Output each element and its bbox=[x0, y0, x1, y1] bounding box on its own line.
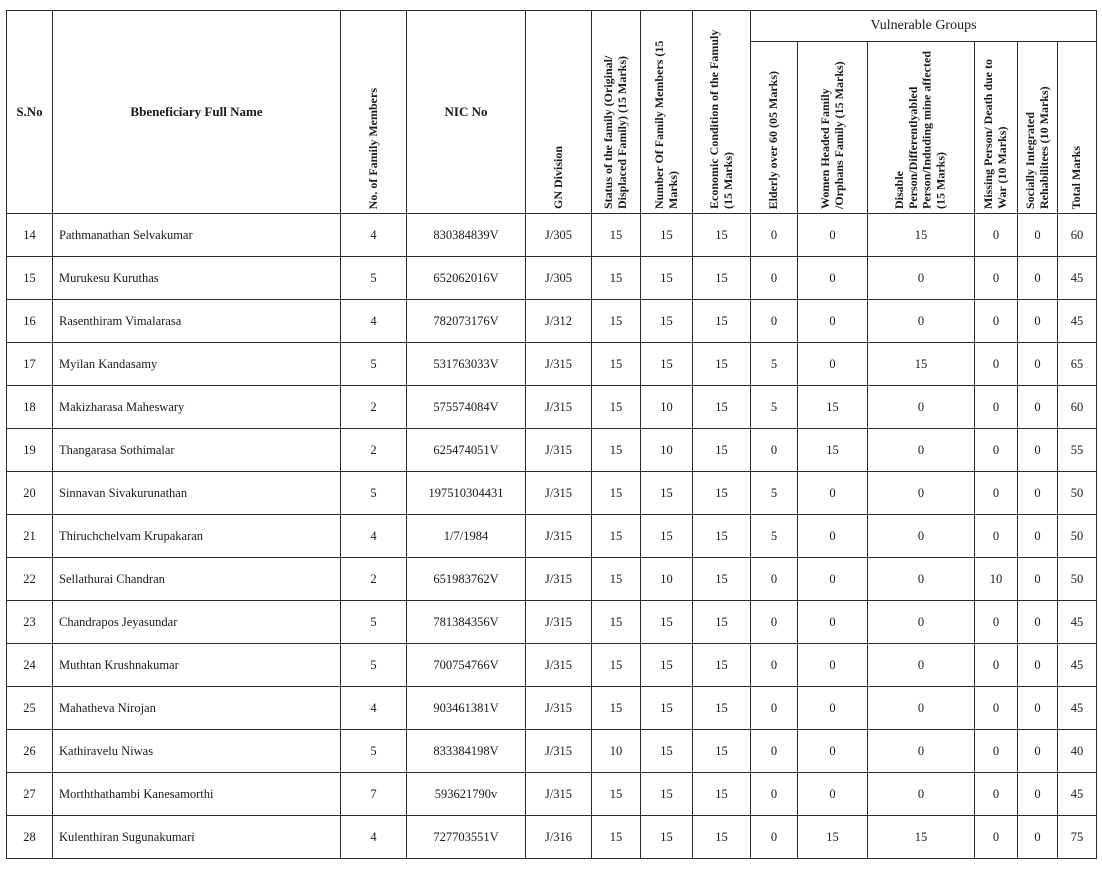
disable-cell: 0 bbox=[868, 644, 975, 687]
num-members-cell: 10 bbox=[641, 429, 693, 472]
economic-cell: 15 bbox=[693, 773, 751, 816]
table-row bbox=[7, 343, 1097, 386]
gn-division-cell: J/315 bbox=[526, 515, 592, 558]
num-members-cell: 15 bbox=[641, 601, 693, 644]
women-headed-cell: 15 bbox=[798, 429, 868, 472]
gn-division-cell: J/315 bbox=[526, 386, 592, 429]
elderly-cell: 5 bbox=[751, 472, 798, 515]
nic-cell: 531763033V bbox=[407, 343, 526, 386]
women-headed-cell: 0 bbox=[798, 773, 868, 816]
missing-person-cell: 0 bbox=[975, 300, 1018, 343]
gn-division-cell: J/315 bbox=[526, 644, 592, 687]
missing-person-cell: 0 bbox=[975, 644, 1018, 687]
status-cell: 15 bbox=[592, 644, 641, 687]
members-header: No. of Family Members bbox=[341, 11, 407, 214]
socially-integrated-cell: 0 bbox=[1018, 257, 1058, 300]
status-cell: 15 bbox=[592, 515, 641, 558]
elderly-cell: 0 bbox=[751, 558, 798, 601]
table-row bbox=[7, 515, 1097, 558]
table-row bbox=[7, 773, 1097, 816]
disable-cell: 0 bbox=[868, 773, 975, 816]
total-marks-header: Total Marks bbox=[1058, 42, 1097, 214]
gn-division-cell: J/305 bbox=[526, 214, 592, 257]
disable-cell: 0 bbox=[868, 558, 975, 601]
socially-integrated-cell: 0 bbox=[1018, 386, 1058, 429]
elderly-cell: 0 bbox=[751, 300, 798, 343]
socially-integrated-cell: 0 bbox=[1018, 472, 1058, 515]
sno-cell: 26 bbox=[7, 730, 53, 773]
name-cell: Pathmanathan Selvakumar bbox=[53, 214, 341, 257]
name-cell: Rasenthiram Vimalarasa bbox=[53, 300, 341, 343]
gn-division-cell: J/312 bbox=[526, 300, 592, 343]
sno-cell: 15 bbox=[7, 257, 53, 300]
elderly-cell: 0 bbox=[751, 257, 798, 300]
socially-integrated-cell: 0 bbox=[1018, 214, 1058, 257]
elderly-cell: 0 bbox=[751, 687, 798, 730]
sno-cell: 23 bbox=[7, 601, 53, 644]
total-marks-cell: 40 bbox=[1058, 730, 1097, 773]
members-cell: 5 bbox=[341, 644, 407, 687]
gn-division-cell: J/315 bbox=[526, 472, 592, 515]
gn-division-cell: J/315 bbox=[526, 558, 592, 601]
economic-cell: 15 bbox=[693, 644, 751, 687]
economic-cell: 15 bbox=[693, 386, 751, 429]
women-headed-cell: 0 bbox=[798, 558, 868, 601]
status-cell: 15 bbox=[592, 343, 641, 386]
total-marks-cell: 50 bbox=[1058, 472, 1097, 515]
beneficiary-table bbox=[6, 10, 1097, 859]
table-row bbox=[7, 730, 1097, 773]
nic-cell: 833384198V bbox=[407, 730, 526, 773]
nic-cell: 700754766V bbox=[407, 644, 526, 687]
socially-integrated-cell: 0 bbox=[1018, 601, 1058, 644]
table-row bbox=[7, 386, 1097, 429]
gn-division-cell: J/316 bbox=[526, 816, 592, 859]
sno-cell: 24 bbox=[7, 644, 53, 687]
gn-division-cell: J/315 bbox=[526, 773, 592, 816]
missing-person-cell: 0 bbox=[975, 386, 1018, 429]
status-header: Status of the family (Original/ Displaced Family) (15 Marks) bbox=[592, 11, 641, 214]
name-cell: Muthtan Krushnakumar bbox=[53, 644, 341, 687]
status-cell: 15 bbox=[592, 687, 641, 730]
status-cell: 10 bbox=[592, 730, 641, 773]
name-cell: Chandrapos Jeyasundar bbox=[53, 601, 341, 644]
socially-integrated-cell: 0 bbox=[1018, 816, 1058, 859]
nic-cell: 1/7/1984 bbox=[407, 515, 526, 558]
elderly-cell: 5 bbox=[751, 343, 798, 386]
num-members-cell: 15 bbox=[641, 687, 693, 730]
num-members-header: Number Of Family Members (15 Marks) bbox=[641, 11, 693, 214]
name-cell: Sinnavan Sivakurunathan bbox=[53, 472, 341, 515]
women-headed-cell: 0 bbox=[798, 472, 868, 515]
socially-integrated-cell: 0 bbox=[1018, 687, 1058, 730]
members-cell: 4 bbox=[341, 687, 407, 730]
nic-cell: 593621790v bbox=[407, 773, 526, 816]
members-cell: 2 bbox=[341, 429, 407, 472]
gn-division-cell: J/315 bbox=[526, 343, 592, 386]
economic-cell: 15 bbox=[693, 214, 751, 257]
num-members-cell: 15 bbox=[641, 214, 693, 257]
elderly-header: Elderly over 60 (05 Marks) bbox=[751, 42, 798, 214]
missing-person-cell: 0 bbox=[975, 343, 1018, 386]
missing-person-header: Missing Person/ Death due to War (10 Marks) bbox=[975, 42, 1018, 214]
women-headed-cell: 0 bbox=[798, 214, 868, 257]
elderly-cell: 0 bbox=[751, 429, 798, 472]
status-cell: 15 bbox=[592, 386, 641, 429]
total-marks-cell: 45 bbox=[1058, 601, 1097, 644]
nic-header: NIC No bbox=[407, 11, 526, 214]
missing-person-cell: 0 bbox=[975, 730, 1018, 773]
economic-cell: 15 bbox=[693, 515, 751, 558]
elderly-cell: 0 bbox=[751, 730, 798, 773]
nic-cell: 197510304431 bbox=[407, 472, 526, 515]
women-headed-cell: 0 bbox=[798, 730, 868, 773]
status-cell: 15 bbox=[592, 472, 641, 515]
gn-division-cell: J/305 bbox=[526, 257, 592, 300]
table-body bbox=[7, 214, 1097, 859]
status-cell: 15 bbox=[592, 257, 641, 300]
disable-cell: 15 bbox=[868, 816, 975, 859]
num-members-cell: 10 bbox=[641, 558, 693, 601]
total-marks-cell: 75 bbox=[1058, 816, 1097, 859]
disable-cell: 15 bbox=[868, 214, 975, 257]
table-row bbox=[7, 601, 1097, 644]
table-row bbox=[7, 214, 1097, 257]
name-cell: Sellathurai Chandran bbox=[53, 558, 341, 601]
disable-cell: 0 bbox=[868, 601, 975, 644]
name-cell: Myilan Kandasamy bbox=[53, 343, 341, 386]
economic-cell: 15 bbox=[693, 257, 751, 300]
table-row bbox=[7, 472, 1097, 515]
missing-person-cell: 0 bbox=[975, 214, 1018, 257]
women-headed-cell: 0 bbox=[798, 343, 868, 386]
name-cell: Mahatheva Nirojan bbox=[53, 687, 341, 730]
members-cell: 4 bbox=[341, 515, 407, 558]
socially-integrated-cell: 0 bbox=[1018, 644, 1058, 687]
num-members-cell: 15 bbox=[641, 257, 693, 300]
nic-cell: 625474051V bbox=[407, 429, 526, 472]
disable-cell: 0 bbox=[868, 472, 975, 515]
members-cell: 5 bbox=[341, 472, 407, 515]
beneficiary-marks-sheet bbox=[6, 10, 1096, 859]
elderly-cell: 0 bbox=[751, 773, 798, 816]
sno-cell: 20 bbox=[7, 472, 53, 515]
sno-cell: 17 bbox=[7, 343, 53, 386]
sno-cell: 22 bbox=[7, 558, 53, 601]
economic-cell: 15 bbox=[693, 730, 751, 773]
economic-cell: 15 bbox=[693, 601, 751, 644]
disable-cell: 0 bbox=[868, 429, 975, 472]
socially-integrated-cell: 0 bbox=[1018, 515, 1058, 558]
num-members-cell: 15 bbox=[641, 300, 693, 343]
missing-person-cell: 0 bbox=[975, 601, 1018, 644]
economic-cell: 15 bbox=[693, 472, 751, 515]
missing-person-cell: 0 bbox=[975, 687, 1018, 730]
status-cell: 15 bbox=[592, 558, 641, 601]
economic-cell: 15 bbox=[693, 687, 751, 730]
members-cell: 5 bbox=[341, 343, 407, 386]
nic-cell: 727703551V bbox=[407, 816, 526, 859]
members-cell: 5 bbox=[341, 257, 407, 300]
women-headed-cell: 0 bbox=[798, 601, 868, 644]
num-members-cell: 15 bbox=[641, 343, 693, 386]
elderly-cell: 0 bbox=[751, 601, 798, 644]
socially-integrated-cell: 0 bbox=[1018, 773, 1058, 816]
status-cell: 15 bbox=[592, 773, 641, 816]
table-row bbox=[7, 429, 1097, 472]
num-members-cell: 15 bbox=[641, 773, 693, 816]
missing-person-cell: 0 bbox=[975, 515, 1018, 558]
socially-integrated-cell: 0 bbox=[1018, 343, 1058, 386]
num-members-cell: 15 bbox=[641, 472, 693, 515]
total-marks-cell: 45 bbox=[1058, 257, 1097, 300]
table-row bbox=[7, 257, 1097, 300]
disable-cell: 15 bbox=[868, 343, 975, 386]
name-cell: Morththathambi Kanesamorthi bbox=[53, 773, 341, 816]
nic-cell: 575574084V bbox=[407, 386, 526, 429]
members-cell: 4 bbox=[341, 214, 407, 257]
nic-cell: 781384356V bbox=[407, 601, 526, 644]
total-marks-cell: 60 bbox=[1058, 386, 1097, 429]
members-cell: 4 bbox=[341, 300, 407, 343]
gn-division-cell: J/315 bbox=[526, 730, 592, 773]
num-members-cell: 15 bbox=[641, 515, 693, 558]
nic-cell: 651983762V bbox=[407, 558, 526, 601]
socially-integrated-header: Socially Integrated Rehabilitees (10 Marks) bbox=[1018, 42, 1058, 214]
name-cell: Makizharasa Maheswary bbox=[53, 386, 341, 429]
header-row-top bbox=[7, 11, 1097, 42]
elderly-cell: 5 bbox=[751, 386, 798, 429]
members-cell: 2 bbox=[341, 386, 407, 429]
num-members-cell: 15 bbox=[641, 730, 693, 773]
total-marks-cell: 55 bbox=[1058, 429, 1097, 472]
women-headed-cell: 15 bbox=[798, 816, 868, 859]
nic-cell: 903461381V bbox=[407, 687, 526, 730]
economic-cell: 15 bbox=[693, 816, 751, 859]
economic-cell: 15 bbox=[693, 343, 751, 386]
name-cell: Kathiravelu Niwas bbox=[53, 730, 341, 773]
disable-header: Disable Person/Differentlyabled Person/Induding mine affected (15 Marks) bbox=[868, 42, 975, 214]
total-marks-cell: 50 bbox=[1058, 515, 1097, 558]
disable-cell: 0 bbox=[868, 515, 975, 558]
sno-cell: 16 bbox=[7, 300, 53, 343]
socially-integrated-cell: 0 bbox=[1018, 300, 1058, 343]
missing-person-cell: 0 bbox=[975, 816, 1018, 859]
total-marks-cell: 60 bbox=[1058, 214, 1097, 257]
missing-person-cell: 0 bbox=[975, 429, 1018, 472]
table-row bbox=[7, 816, 1097, 859]
economic-cell: 15 bbox=[693, 300, 751, 343]
sno-cell: 14 bbox=[7, 214, 53, 257]
disable-cell: 0 bbox=[868, 300, 975, 343]
total-marks-cell: 45 bbox=[1058, 644, 1097, 687]
total-marks-cell: 45 bbox=[1058, 300, 1097, 343]
name-header: Bbeneficiary Full Name bbox=[53, 11, 341, 214]
elderly-cell: 5 bbox=[751, 515, 798, 558]
elderly-cell: 0 bbox=[751, 214, 798, 257]
sno-cell: 21 bbox=[7, 515, 53, 558]
status-cell: 15 bbox=[592, 429, 641, 472]
members-cell: 2 bbox=[341, 558, 407, 601]
members-cell: 4 bbox=[341, 816, 407, 859]
status-cell: 15 bbox=[592, 214, 641, 257]
table-row bbox=[7, 687, 1097, 730]
num-members-cell: 10 bbox=[641, 386, 693, 429]
disable-cell: 0 bbox=[868, 687, 975, 730]
name-cell: Murukesu Kuruthas bbox=[53, 257, 341, 300]
missing-person-cell: 10 bbox=[975, 558, 1018, 601]
status-cell: 15 bbox=[592, 601, 641, 644]
status-cell: 15 bbox=[592, 300, 641, 343]
name-cell: Thangarasa Sothimalar bbox=[53, 429, 341, 472]
total-marks-cell: 45 bbox=[1058, 687, 1097, 730]
members-cell: 5 bbox=[341, 730, 407, 773]
women-headed-cell: 0 bbox=[798, 515, 868, 558]
socially-integrated-cell: 0 bbox=[1018, 429, 1058, 472]
missing-person-cell: 0 bbox=[975, 472, 1018, 515]
nic-cell: 830384839V bbox=[407, 214, 526, 257]
sno-cell: 19 bbox=[7, 429, 53, 472]
economic-cell: 15 bbox=[693, 558, 751, 601]
num-members-cell: 15 bbox=[641, 644, 693, 687]
women-headed-cell: 0 bbox=[798, 644, 868, 687]
status-cell: 15 bbox=[592, 816, 641, 859]
gn-division-cell: J/315 bbox=[526, 429, 592, 472]
women-headed-cell: 0 bbox=[798, 257, 868, 300]
missing-person-cell: 0 bbox=[975, 773, 1018, 816]
num-members-cell: 15 bbox=[641, 816, 693, 859]
sno-cell: 25 bbox=[7, 687, 53, 730]
socially-integrated-cell: 0 bbox=[1018, 730, 1058, 773]
women-headed-cell: 0 bbox=[798, 687, 868, 730]
members-cell: 5 bbox=[341, 601, 407, 644]
disable-cell: 0 bbox=[868, 257, 975, 300]
disable-cell: 0 bbox=[868, 730, 975, 773]
members-cell: 7 bbox=[341, 773, 407, 816]
disable-cell: 0 bbox=[868, 386, 975, 429]
women-headed-header: Women Headed Family /Orphans Family (15 Marks) bbox=[798, 42, 868, 214]
sno-cell: 28 bbox=[7, 816, 53, 859]
table-row bbox=[7, 644, 1097, 687]
gn-division-cell: J/315 bbox=[526, 687, 592, 730]
gn-division-header: GN Division bbox=[526, 11, 592, 214]
total-marks-cell: 45 bbox=[1058, 773, 1097, 816]
gn-division-cell: J/315 bbox=[526, 601, 592, 644]
table-row bbox=[7, 558, 1097, 601]
sno-cell: 18 bbox=[7, 386, 53, 429]
nic-cell: 652062016V bbox=[407, 257, 526, 300]
table-row bbox=[7, 300, 1097, 343]
name-cell: Thiruchchelvam Krupakaran bbox=[53, 515, 341, 558]
women-headed-cell: 0 bbox=[798, 300, 868, 343]
name-cell: Kulenthiran Sugunakumari bbox=[53, 816, 341, 859]
total-marks-cell: 50 bbox=[1058, 558, 1097, 601]
sno-header: S.No bbox=[7, 11, 53, 214]
nic-cell: 782073176V bbox=[407, 300, 526, 343]
elderly-cell: 0 bbox=[751, 644, 798, 687]
elderly-cell: 0 bbox=[751, 816, 798, 859]
socially-integrated-cell: 0 bbox=[1018, 558, 1058, 601]
total-marks-cell: 65 bbox=[1058, 343, 1097, 386]
sno-cell: 27 bbox=[7, 773, 53, 816]
women-headed-cell: 15 bbox=[798, 386, 868, 429]
vulnerable-groups-header: Vulnerable Groups bbox=[751, 11, 1097, 42]
missing-person-cell: 0 bbox=[975, 257, 1018, 300]
economic-header: Economic Condition of the Famuly (15 Marks) bbox=[693, 11, 751, 214]
economic-cell: 15 bbox=[693, 429, 751, 472]
